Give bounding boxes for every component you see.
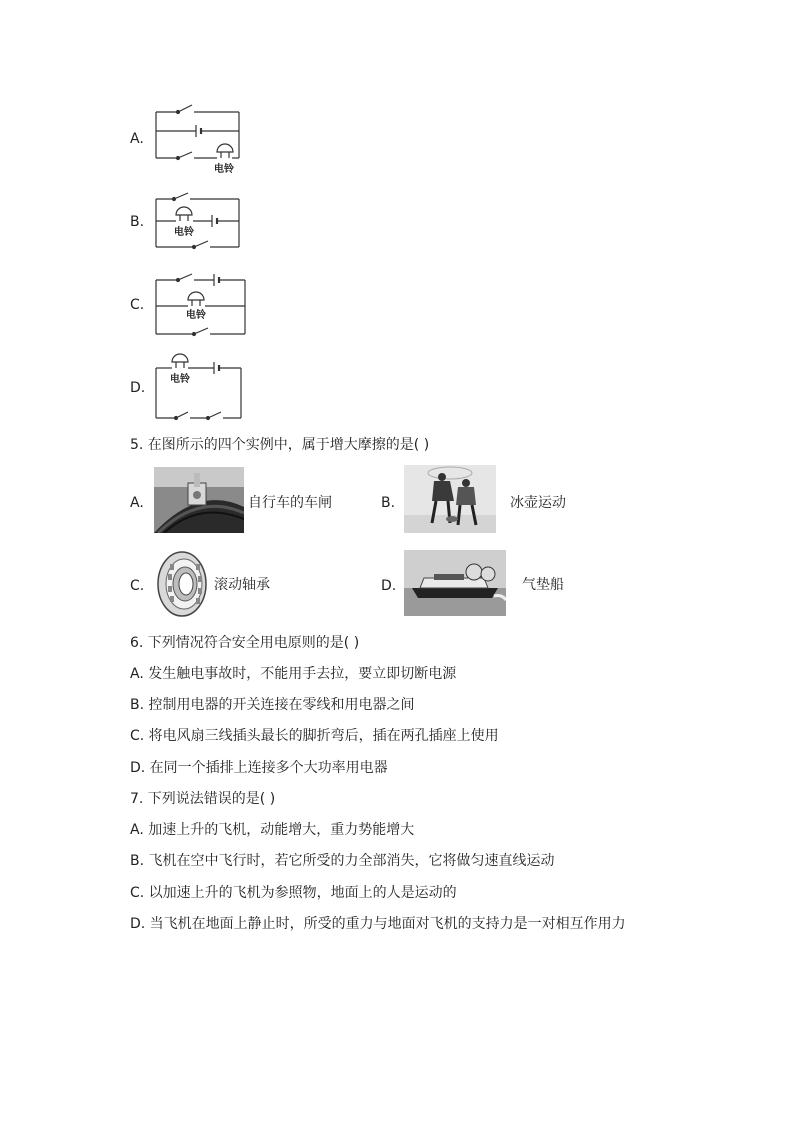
option-letter: C. [130, 297, 145, 313]
q7-option-d[interactable]: D. 当飞机在地面上静止时，所受的重力与地面对飞机的支持力是一对相互作用力 [130, 916, 626, 932]
option-letter: D. [130, 380, 146, 396]
rolling-bearing-image [154, 550, 210, 618]
circuit-diagram-c [150, 268, 250, 340]
q6-option-a[interactable]: A. 发生触电事故时，不能用手去拉，要立即切断电源 [130, 666, 457, 682]
option-label: 自行车的车闸 [248, 495, 332, 511]
option-label: 冰壶运动 [510, 495, 566, 511]
q6-option-c[interactable]: C. 将电风扇三线插头最长的脚折弯后，插在两孔插座上使用 [130, 728, 499, 744]
question-7-title: 7. 下列说法错误的是( ) [130, 791, 276, 807]
option-label: 滚动轴承 [214, 577, 270, 593]
option-letter: A. [130, 131, 144, 147]
question-5-title: 5. 在图所示的四个实例中，属于增大摩擦的是( ) [130, 437, 430, 453]
q7-option-b[interactable]: B. 飞机在空中飞行时，若它所受的力全部消失，它将做匀速直线运动 [130, 853, 555, 869]
circuit-diagram-a [150, 100, 250, 175]
bell-label: 电铃 [186, 310, 206, 321]
q7-option-c[interactable]: C. 以加速上升的飞机为参照物，地面上的人是运动的 [130, 885, 457, 901]
q7-option-a[interactable]: A. 加速上升的飞机，动能增大，重力势能增大 [130, 822, 415, 838]
option-label: 气垫船 [522, 577, 564, 593]
bell-label: 电铃 [214, 164, 234, 175]
bell-label: 电铃 [170, 374, 190, 385]
option-letter: B. [130, 214, 145, 230]
bicycle-brake-image [154, 467, 244, 533]
option-letter: C. [130, 578, 145, 594]
option-letter: D. [381, 578, 397, 594]
question-6-title: 6. 下列情况符合安全用电原则的是( ) [130, 635, 360, 651]
option-letter: B. [381, 495, 396, 511]
hovercraft-image [404, 550, 506, 616]
option-letter: A. [130, 495, 144, 511]
bell-label: 电铃 [174, 227, 194, 238]
circuit-diagram-d [150, 348, 250, 423]
curling-image [404, 465, 496, 533]
q6-option-d[interactable]: D. 在同一个插排上连接多个大功率用电器 [130, 760, 388, 776]
q6-option-b[interactable]: B. 控制用电器的开关连接在零线和用电器之间 [130, 697, 415, 713]
circuit-diagram-b [150, 185, 250, 255]
